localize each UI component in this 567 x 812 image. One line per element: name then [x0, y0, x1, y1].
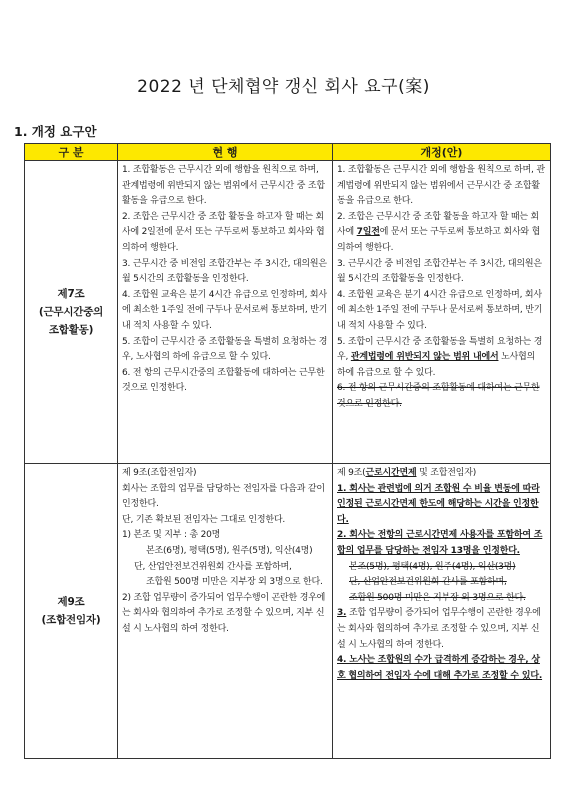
current-9-heading: 제 9조(조합전임자): [122, 468, 197, 478]
amended-text: 근로시간면제: [365, 468, 417, 478]
current-9-line-4: 본조(6명), 평택(5명), 원주(5명), 익산(4명): [146, 545, 313, 556]
article-7-proposed: [333, 161, 551, 464]
table-header-row: [25, 144, 551, 161]
header-current: 현 행: [118, 144, 333, 161]
current-9-line-6: 조합원 500명 미만은 지부장 외 3명으로 한다.: [146, 577, 323, 588]
proposed-7-item-2: 2. 조합은 근무시간 중 조합 활동을 하고자 할 때는 회사에 7일전에 문서 또는 구두로써 통보하고 회사와 협의하여 행한다.: [337, 211, 541, 253]
proposed-9-item-1: 1. 회사는 관련법에 의거 조합원 수 비율 변동에 따라 인정된 근로시간면제 한도에 해당하는 시간을 인정한다.: [337, 483, 540, 525]
proposed-7-item-6-deleted: 6. 전 항의 근무시간중의 조합활동에 대하여는 근무한 것으로 인정한다.: [337, 383, 540, 409]
proposed-7-item-1: 1. 조합활동은 근무시간 외에 행함을 원칙으로 하며, 관계법령에 위반되지 않는 범위에서 근무시간 중 조합활동을 유급으로 한다.: [337, 165, 545, 207]
header-proposed: 개정(안): [333, 144, 551, 161]
proposed-9-deleted-2: 단, 산업안전보건위원회 간사를 포함하며,: [349, 577, 507, 588]
article-9-label: 제9조 (조합전임자): [25, 464, 118, 759]
current-7-item-2: 2. 조합은 근무시간 중 조합 활동을 하고자 할 때는 회사에 2일전에 문서 또는 구두로써 통보하고 회사와 협의하여 행한다.: [122, 211, 325, 253]
current-9-line-7: 2) 조합 업무량이 증가되어 업무수행이 곤란한 경우에는 회사와 협의하여 추가로 조정할 수 있으며, 지부 신설 시 노사협의 하여 정한다.: [122, 592, 326, 634]
proposed-9-item-3: 3. 조합 업무량이 증가되어 업무수행이 곤란한 경우에는 회사와 협의하여 추가로 조정할 수 있으며, 지부 신설 시 노사협의 하여 정한다.: [337, 608, 541, 650]
amended-text: 관계법령에 위반되지 않는 범위 내에서: [350, 352, 499, 363]
proposed-7-item-4: 4. 조합원 교육은 분기 4시간 유급으로 인정하며, 회사에 최소한 1주일 전에 구두나 문서로써 통보하며, 반기 내 적치 사용할 수 있다.: [337, 289, 543, 331]
article-9-proposed: [333, 464, 551, 759]
proposed-9-item-2: 2. 회사는 전항의 근로시간면제 사용자를 포함하여 조합의 업무를 담당하는 전임자 13명을 인정한다.: [337, 530, 543, 556]
header-category: 구 분: [25, 144, 118, 161]
current-7-item-5: 5. 조합이 근무시간 중 조합활동을 특별히 요청하는 경우, 노사협의 하에 유급으로 할 수 있다.: [122, 336, 328, 363]
amended-text: 7일전: [356, 227, 380, 238]
comparison-table: [24, 143, 551, 759]
article-7-current: [118, 161, 333, 464]
current-7-item-6: 6. 전 항의 근무시간중의 조합활동에 대하여는 근무한 것으로 인정한다.: [122, 367, 325, 394]
proposed-7-item-3: 3. 근무시간 중 비전임 조합간부는 주 3시간, 대의원은 월 5시간의 조합활동을 인정한다.: [337, 258, 542, 285]
proposed-9-deleted-3: 조합원 500명 미만은 지부장 외 3명으로 한다.: [349, 592, 526, 603]
current-9-line-5: 단, 산업안전보건위원회 간사를 포함하며,: [134, 561, 292, 572]
current-7-item-1: 1. 조합활동은 근무시간 외에 행함을 원칙으로 하며, 관계법령에 위반되지 않는 범위에서 근무시간 중 조합활동을 유급으로 한다.: [122, 165, 325, 207]
proposed-9-deleted-1: 본조(5명), 평택(4명), 원주(4명), 익산(3명): [349, 561, 516, 572]
table-row-article-9: [25, 464, 551, 759]
article-9-current: [118, 464, 333, 759]
current-7-item-3: 3. 근무시간 중 비전임 조합간부는 주 3시간, 대의원은 월 5시간의 조합활동을 인정한다.: [122, 258, 327, 285]
proposed-7-item-5: 5. 조합이 근무시간 중 조합활동을 특별히 요청하는 경우, 관계법령에 위반되지 않는 범위 내에서 노사협의 하에 유급으로 할 수 있다.: [337, 336, 543, 378]
current-9-line-3: 1) 본조 및 지부 : 총 20명: [122, 530, 221, 541]
current-9-line-2: 단, 기존 확보된 전임자는 그대로 인정한다.: [122, 514, 286, 525]
article-7-label: 제7조 (근무시간중의 조합활동): [25, 161, 118, 464]
proposed-9-item-4: 4. 노사는 조합원의 수가 급격하게 증감하는 경우, 상호 협의하여 전임자 수에 대해 추가로 조정할 수 있다.: [337, 655, 543, 681]
current-9-line-1: 회사는 조합의 업무를 담당하는 전임자를 다음과 같이 인정한다.: [122, 483, 325, 510]
page-title: 2022 년 단체협약 갱신 회사 요구(案): [137, 77, 430, 97]
table-row-article-7: [25, 161, 551, 464]
current-7-item-4: 4. 조합원 교육은 분기 4시간 유급으로 인정하며, 회사에 최소한 1주일 전에 구두나 문서로써 통보하며, 반기 내 적치 사용할 수 있다.: [122, 289, 328, 331]
proposed-9-heading: 제 9조(근로시간면제 및 조합전임자): [337, 468, 477, 478]
section-heading: 1. 개정 요구안: [14, 124, 97, 139]
